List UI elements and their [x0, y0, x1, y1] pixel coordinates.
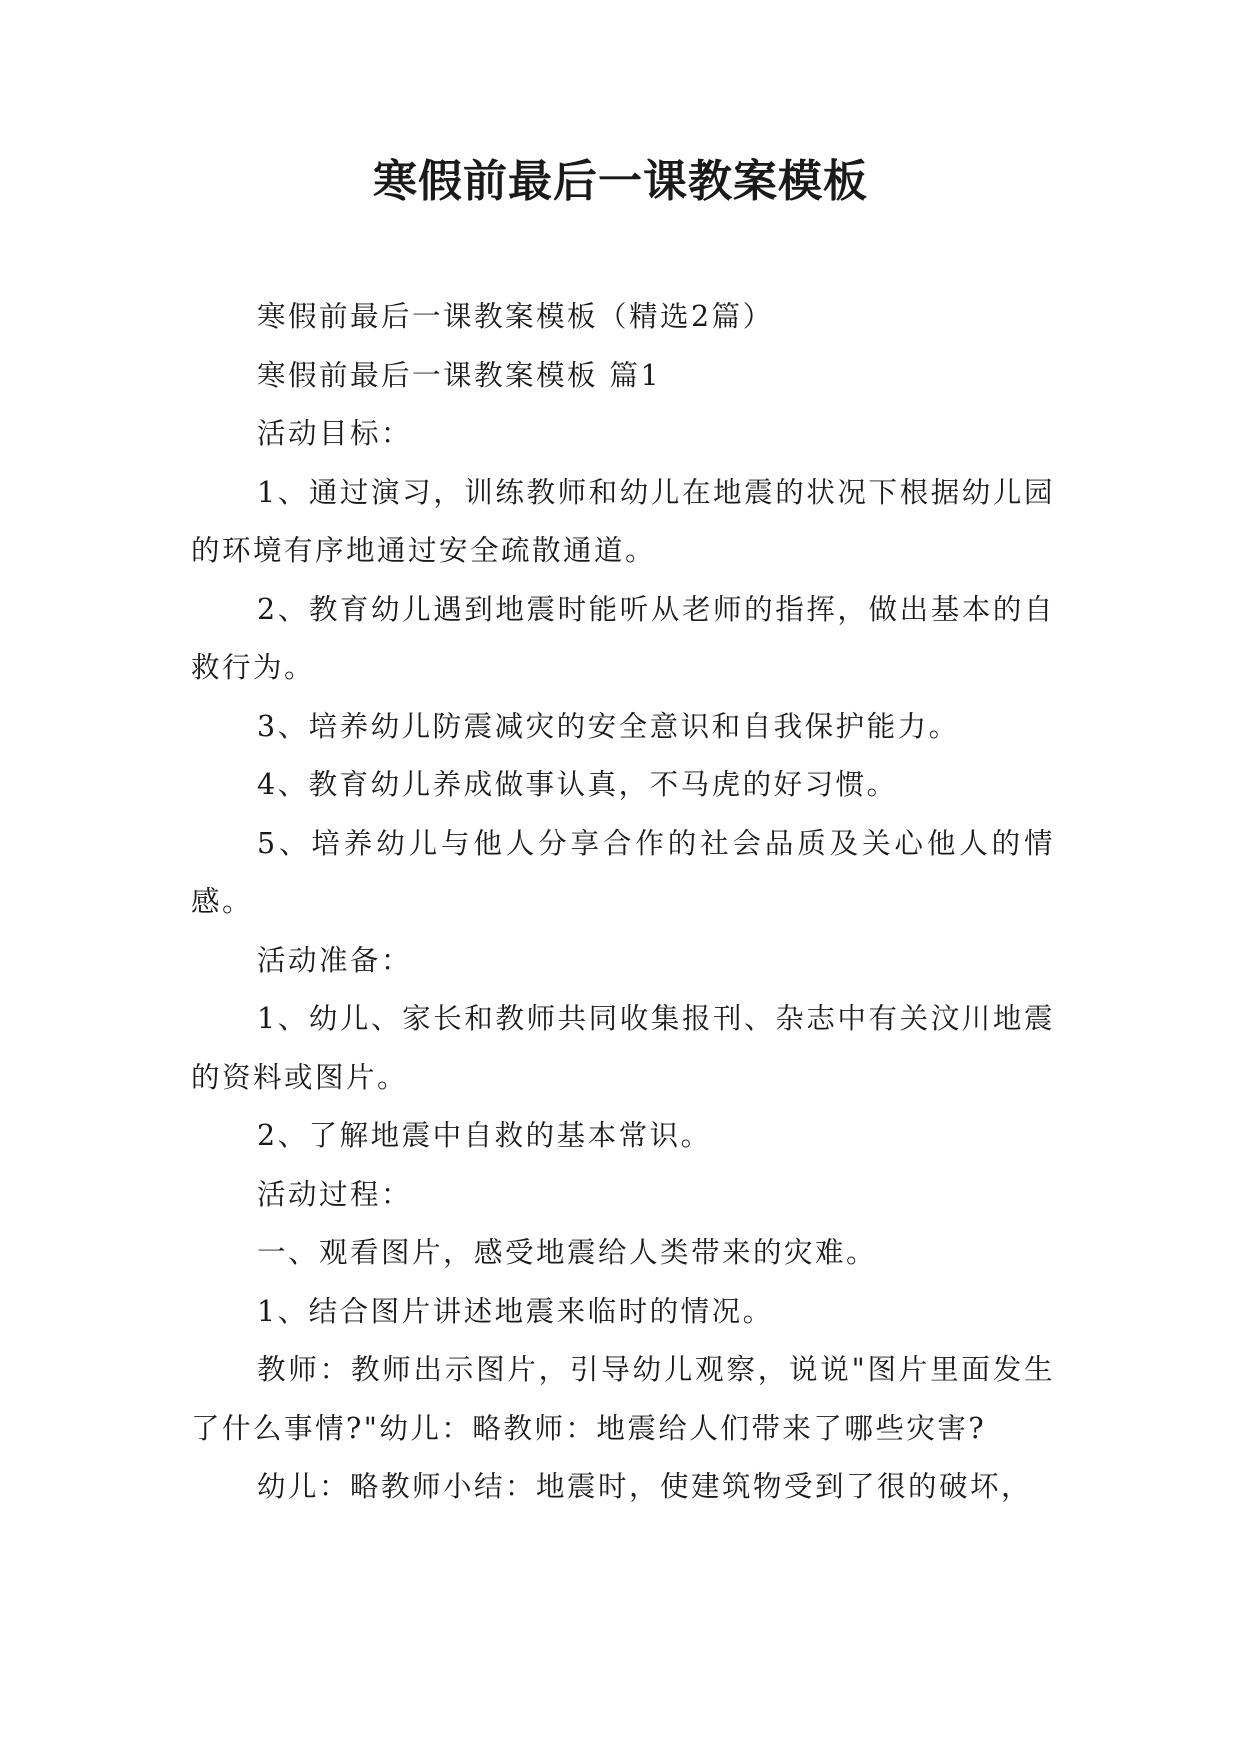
paragraph-goal-3: 3、培养幼儿防震减灾的安全意识和自我保护能力。 — [257, 709, 960, 743]
paragraph-goal-1: 1、通过演习，训练教师和幼儿在地震的状况下根据幼儿园的环境有序地通过安全疏散通道。 — [191, 475, 1055, 567]
paragraph-dialogue-2: 幼儿：略教师小结：地震时，使建筑物受到了很的破坏， — [257, 1470, 1033, 1503]
paragraph-preparation-heading: 活动准备： — [257, 943, 413, 977]
paragraph-dialogue-1: 教师：教师出示图片，引导幼儿观察，说说"图片里面发生了什么事情?"幼儿：略教师：地震给人们带来了哪些灾害? — [191, 1353, 1055, 1445]
document-body — [191, 288, 1055, 1517]
paragraph-process-step-1: 一、观看图片，感受地震给人类带来的灾难。 — [257, 1236, 878, 1269]
paragraph-goals-heading: 活动目标： — [257, 417, 413, 450]
paragraph-goal-5: 5、培养幼儿与他人分享合作的社会品质及关心他人的情感。 — [191, 826, 1055, 918]
paragraph-preparation-2: 2、了解地震中自救的基本常识。 — [257, 1119, 712, 1152]
paragraph-subtitle: 寒假前最后一课教案模板（精选2篇） — [257, 300, 774, 333]
paragraph-process-heading: 活动过程： — [257, 1177, 413, 1211]
document-title: 寒假前最后一课教案模板 — [373, 156, 868, 207]
paragraph-section-heading: 寒假前最后一课教案模板 篇1 — [257, 358, 662, 392]
paragraph-process-substep-1: 1、结合图片讲述地震来临时的情况。 — [257, 1294, 774, 1328]
paragraph-goal-2: 2、教育幼儿遇到地震时能听从老师的指挥，做出基本的自救行为。 — [191, 592, 1055, 684]
paragraph-goal-4: 4、教育幼儿养成做事认真，不马虎的好习惯。 — [257, 768, 898, 801]
paragraph-preparation-1: 1、幼儿、家长和教师共同收集报刊、杂志中有关汶川地震的资料或图片。 — [191, 1002, 1055, 1094]
